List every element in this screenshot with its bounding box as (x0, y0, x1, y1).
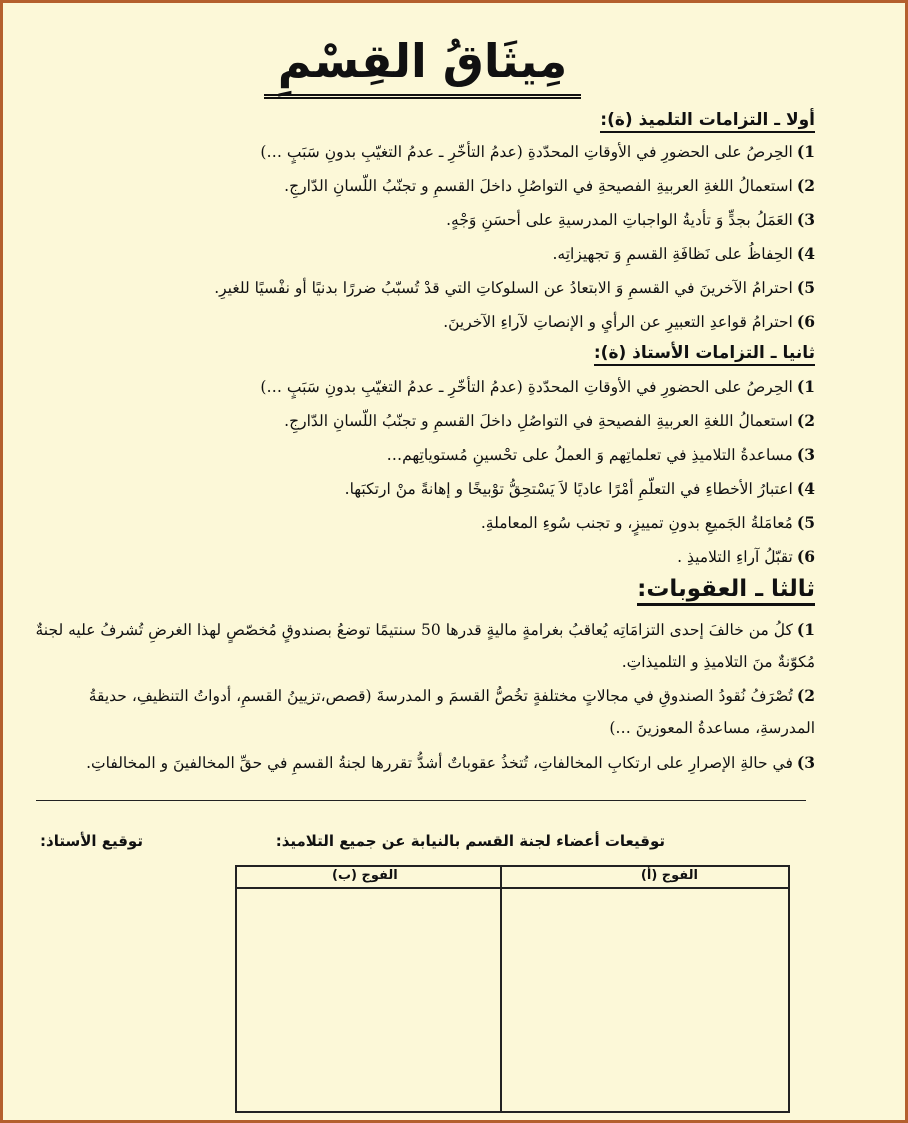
list-item: 4)اعتبارُ الأخطاءِ في التعلّمِ أمْرًا عاديًا لاَ يَسْتحِقُّ توْبيخًا و إهانةً منْ ارتكبَها. (344, 479, 815, 498)
title-block (30, 20, 815, 115)
table-header-line (237, 887, 788, 889)
list-item: 1)الحِرصُ على الحضورِ في الأوقاتِ المحدّدةِ (عدمُ التأخّرِ ـ عدمُ التغيّبِ بدونِ سَبَبٍ …) (260, 377, 815, 396)
list-item: 4)الحِفاظُ على نَظافَةِ القسمِ وَ تجهيزاتِه. (552, 244, 815, 263)
section-heading-student: أولا ـ التزامات التلميذ (ة): (600, 110, 815, 133)
list-item: 3)العَمَلُ بجدٍّ وَ تأديةُ الواجباتِ المدرسيةِ على أحسَنِ وَجْهٍ. (446, 210, 815, 229)
page-title: مِيثَاقُ القِسْمِ (264, 32, 581, 99)
list-item: 3)في حالةِ الإصرارِ على ارتكابِ المخالفاتِ، تُتخذُ عقوباتٌ أشدُّ تقررها لجنةُ القسمِ في حقِّ المخالفينَ و المخالفاتِ. (86, 753, 815, 772)
students-signature-label: توقيعات أعضاء لجنة القسم بالنيابة عن جميع التلاميذ: (275, 832, 665, 850)
list-item: 5)مُعامَلةُ الجَميعِ بدونِ تمييزٍ، و تجنب سُوءِ المعاملةِ. (480, 513, 815, 532)
section-heading-teacher: ثانيا ـ التزامات الأستاذ (ة): (594, 343, 815, 366)
list-item: 1)كلُ من خالفَ إحدى التزامَاتِه يُعاقبُ بغرامةٍ ماليةٍ قدرها 50 سنتيمًا توضعُ بصندوقٍ مُخصّصٍ لهذا الغرضِ تُشرفُ عليه لجنةٌ مُكوّنةٌ منَ التلاميذِ و التلميذاتِ. (35, 620, 815, 671)
teacher-signature-label: توقيع الأستاذ: (40, 832, 143, 850)
list-item: 2)استعمالُ اللغةِ العربيةِ الفصيحةِ في التواصُلِ داخلَ القسمِ و تجنّبُ اللّسانِ الدّارجِ. (284, 176, 815, 195)
list-item: 2)استعمالُ اللغةِ العربيةِ الفصيحةِ في التواصُلِ داخلَ القسمِ و تجنّبُ اللّسانِ الدّارجِ. (284, 411, 815, 430)
list-item: 6)احترامُ قواعدِ التعبيرِ عن الرأيِ و الإنصاتِ لآراءِ الآخرينَ. (443, 312, 815, 331)
list-item: 5)احترامُ الآخرينَ في القسمِ وَ الابتعادُ عن السلوكاتِ التي قدْ تُسبّبُ ضررًا بدنيًا أو نفْسيًا للغيرِ. (214, 278, 815, 297)
section-heading-penalties: ثالثا ـ العقوبات: (637, 576, 815, 606)
list-item: 1)الحِرصُ على الحضورِ في الأوقاتِ المحدّدةِ (عدمُ التأخّرِ ـ عدمُ التغيّبِ بدونِ سَبَبٍ …) (260, 142, 815, 161)
column-divider (500, 867, 502, 1111)
list-item: 6)تقبّلُ آراءِ التلاميذِ . (677, 547, 815, 566)
charter-document (30, 20, 815, 1115)
list-item: 3)مساعدةُ التلاميذِ في تعلماتِهم وَ العملُ على تحْسينِ مُستوياتِهم… (386, 445, 815, 464)
signature-table (235, 865, 790, 1113)
divider (36, 800, 806, 801)
group-a-header: الفوج (أ) (640, 868, 698, 883)
list-item: 2)تُصْرَفُ نُقودُ الصندوقِ في مجالاتٍ مختلفةٍ تخُصُّ القسمَ و المدرسةَ (قصص،تزيينُ القسمِ، أدواتُ التنظيفِ، حديقةُ المدرسةِ، مساعدةُ المعوزينَ …) (88, 686, 815, 737)
group-b-header: الفوج (ب) (332, 868, 398, 883)
